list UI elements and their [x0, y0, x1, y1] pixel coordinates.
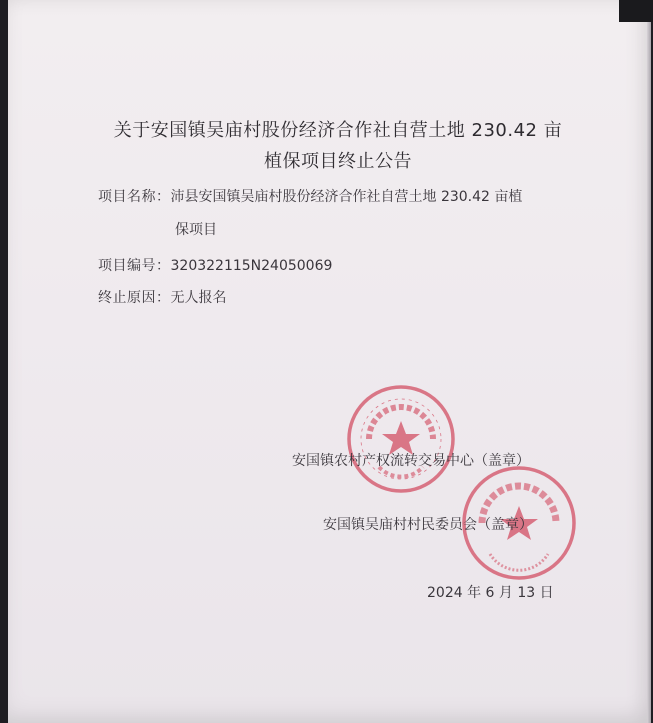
- notice-date: 2024 年 6 月 13 日: [427, 585, 554, 601]
- paper-right-edge: [647, 0, 651, 723]
- termination-reason-value: 无人报名: [170, 290, 227, 306]
- issuer-village-committee: 安国镇吴庙村村民委员会（盖章）: [323, 517, 533, 533]
- project-name-label: 项目名称：: [98, 189, 171, 205]
- notice-title-line2: 植保项目终止公告: [264, 151, 412, 172]
- project-number-value: 320322115N24050069: [170, 258, 333, 274]
- project-name-row: [98, 186, 522, 206]
- trading-center-seal: [345, 383, 457, 495]
- project-name-value-line1: 沛县安国镇吴庙村股份经济合作社自营土地 230.42 亩植: [170, 189, 523, 205]
- project-number-row: [98, 255, 332, 275]
- project-name-value-line2: 保项目: [175, 222, 217, 238]
- corner-shadow: [619, 0, 653, 22]
- issuer-trading-center: 安国镇农村产权流转交易中心（盖章）: [292, 453, 530, 469]
- termination-reason-label: 终止原因：: [98, 290, 171, 306]
- notice-title-line1: 关于安国镇吴庙村股份经济合作社自营土地 230.42 亩: [113, 120, 563, 141]
- termination-reason-row: [98, 287, 227, 307]
- notice-paper: [8, 0, 651, 723]
- project-number-label: 项目编号：: [98, 258, 171, 274]
